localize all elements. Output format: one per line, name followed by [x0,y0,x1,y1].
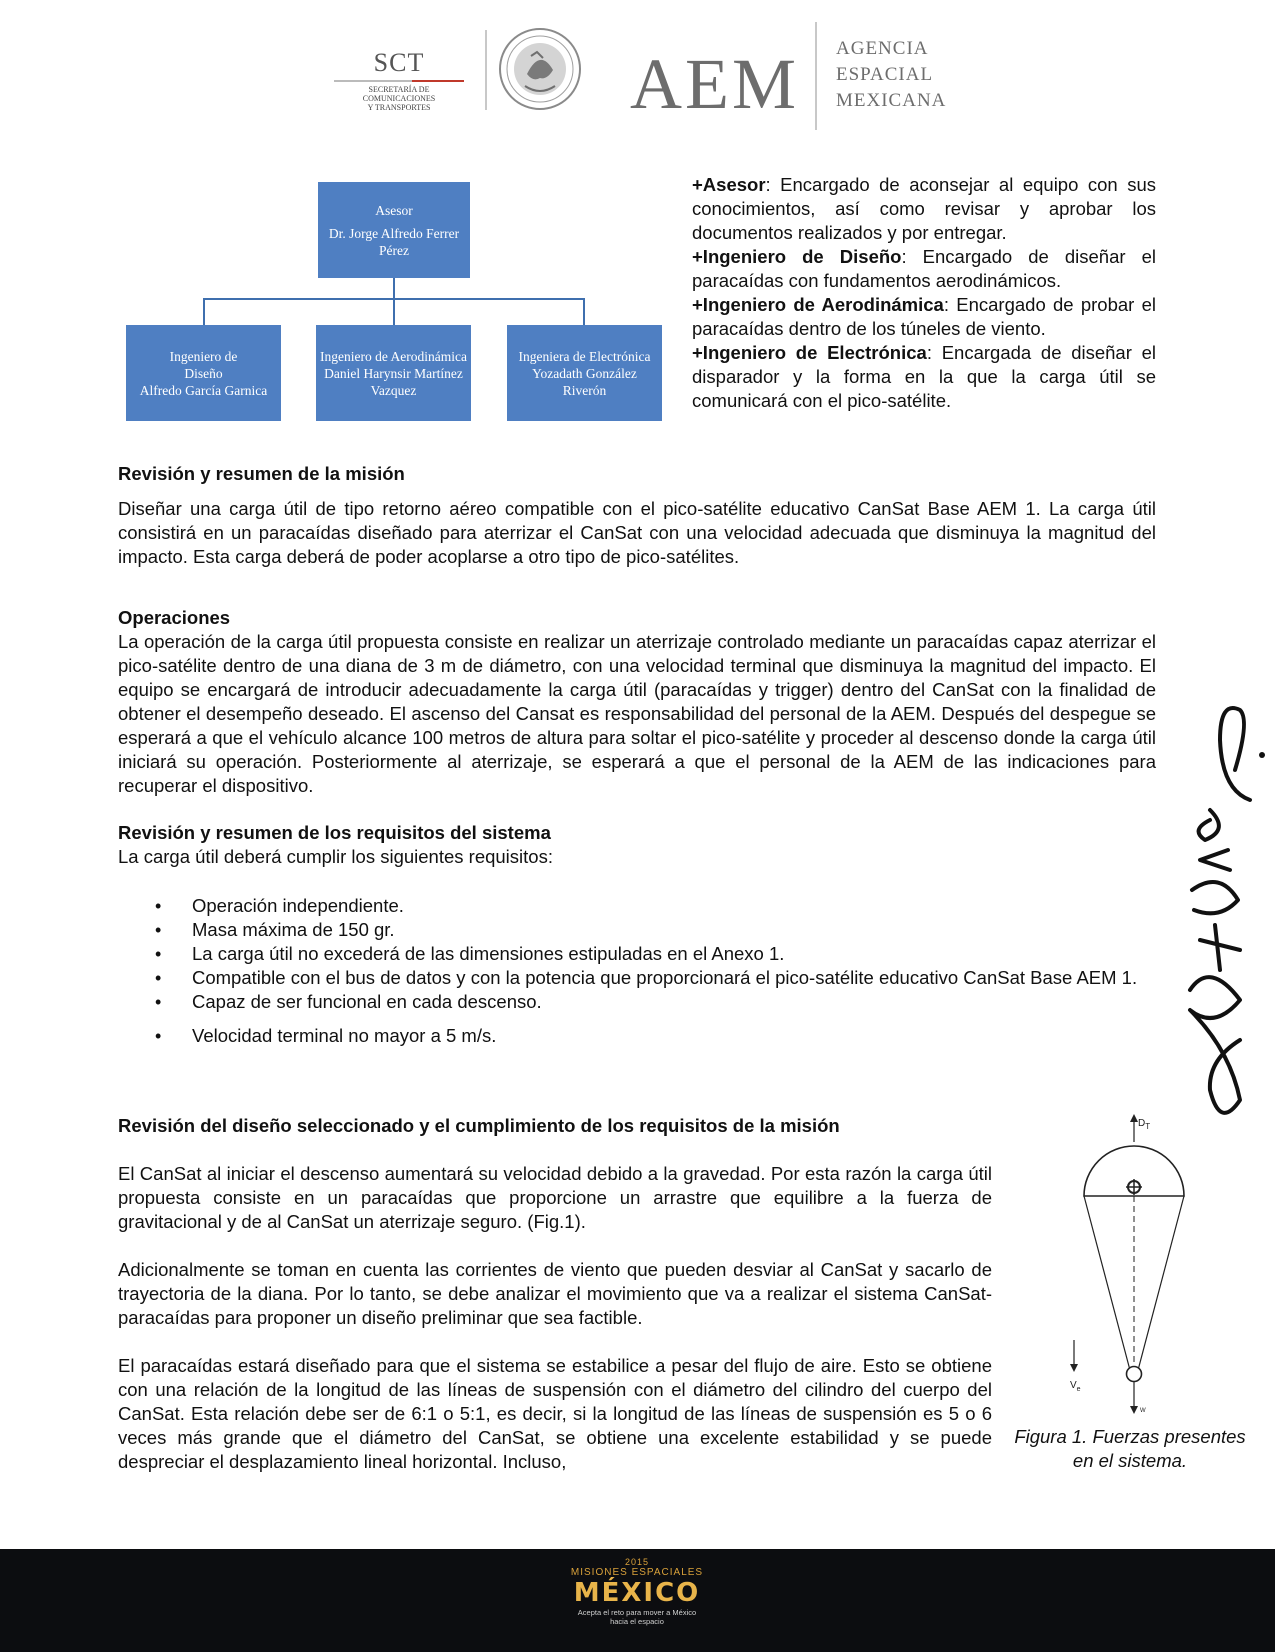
label-velocity-main: V [1070,1380,1077,1391]
role-asesor-title: +Asesor [692,174,766,195]
org-box-diseno-line-3: Alfredo García Garnica [139,382,268,398]
parachute-diagram [1030,1112,1230,1422]
requirements-heading: Revisión y resumen de los requisitos del sistema [118,822,551,843]
sct-logo [334,48,464,112]
org-box-diseno-line-2: Diseño [184,365,223,381]
org-box-asesor [318,182,470,278]
org-connector-vertical [393,278,395,325]
org-box-aero-line-2: Daniel Harynsir Martínez [324,365,463,381]
agency-line-3: MEXICANA [836,90,947,111]
sct-logo-title: SCT [373,48,425,77]
figure-caption: Figura 1. Fuerzas presentes en el sistema. [1014,1426,1246,1471]
agency-line-1: AGENCIA [836,38,929,59]
design-paragraph-2: Adicionalmente se toman en cuenta las corrientes de viento que pueden desviar al CanSat y sacarlo de trayectoria de la diana. Por lo tanto, se debe analizar el movimiento que va a realizar el sistema CanSat-paracaídas para proponer un diseño preliminar que sea factible. [118,1259,992,1328]
role-aerodinamica [692,293,1156,341]
footer-line-1: MISIONES ESPACIALES [570,1567,704,1578]
footer-line-2: MÉXICO [573,1578,701,1608]
page-footer [0,1549,1275,1652]
design-paragraph-1: El CanSat al iniciar el descenso aumentará su velocidad debido a la gravedad. Por esta razón la carga útil propuesta consiste en un paracaídas que proporcione un arrastre que equilibre a la fuerza de gravitacional y de al CanSat un aterrizaje seguro. (Fig.1). [118,1163,992,1232]
org-box-aero-line-1: Ingeniero de Aerodinámica [320,348,467,364]
requirements-intro: La carga útil deberá cumplir los siguientes requisitos: [118,846,553,867]
mission-body: Diseñar una carga útil de tipo retorno aéreo compatible con el pico-satélite educativo CanSat Base AEM 1. La carga útil consistirá en un paracaídas diseñado para aterrizar el CanSat con una velocidad adecuada que disminuya la magnitud del impacto. Esta carga deberá de poder acoplarse a otro tipo de pico-satélites. [118,498,1156,567]
aem-logo: AEM [630,44,799,124]
operations-heading: Operaciones [118,607,231,628]
requirement-item: • La carga útil no excederá de las dimensiones estipuladas en el Anexo 1. [118,942,1156,966]
org-box-asesor-name: Dr. Jorge Alfredo Ferrer Pérez [328,225,460,258]
sct-logo-sub-3: Y TRANSPORTES [367,103,431,112]
header-divider-2 [815,22,817,130]
role-diseno-text: : Encargado de diseñar el paracaídas con fundamentos aerodinámicos. [692,246,1156,291]
sct-logo-sub-2: COMUNICACIONES [362,94,436,103]
role-asesor [692,173,1156,245]
mexico-seal-icon [497,26,583,112]
org-connector-right [583,298,585,325]
figure-1 [1030,1112,1230,1412]
requirement-item: • Compatible con el bus de datos y con la potencia que proporcionará el pico-satélite educativo CanSat Base AEM 1. [118,966,1156,990]
footer-year: 2015 [624,1557,650,1567]
org-box-elec-line-1: Ingeniera de Electrónica [518,348,651,364]
agency-line-2: ESPACIAL [836,64,934,85]
org-box-asesor-role: Asesor [375,202,413,218]
requirement-item: • Operación independiente. [118,894,1156,918]
label-drag [1138,1118,1150,1131]
sct-logo-sub-1: SECRETARÍA DE [368,85,430,94]
handwritten-signature [1180,700,1270,1140]
roles-list [692,173,1156,413]
mission-heading: Revisión y resumen de la misión [118,463,405,484]
role-elec-text: : Encargada de diseñar el disparador y la forma en la que la carga útil se comunicará con el pico-satélite. [692,342,1157,411]
footer-logo [537,1557,737,1626]
org-connector-horizontal [203,298,585,300]
org-box-diseno-line-1: Ingeniero de [169,348,238,364]
org-connector-left [203,298,205,325]
org-box-aerodinamica [316,325,471,421]
role-diseno [692,245,1156,293]
role-aero-text: : Encargado de probar el paracaídas dentro de los túneles de viento. [692,294,1157,339]
role-aero-title: +Ingeniero de Aerodinámica [692,294,944,315]
header-divider [485,30,487,110]
footer-tagline-2: hacia el espacio [610,1617,664,1626]
role-electronica [692,341,1156,413]
role-asesor-text: : Encargado de aconsejar al equipo con sus conocimientos, así como revisar y aprobar los documentos realizados y por entregar. [692,174,1156,243]
org-box-aero-line-3: Vazquez [370,382,417,398]
org-box-diseno [126,325,281,421]
label-drag-main: D [1138,1118,1146,1129]
requirement-item: • Masa máxima de 150 gr. [118,918,1156,942]
requirement-item: • Capaz de ser funcional en cada descenso. [118,990,1156,1014]
role-diseno-title: +Ingeniero de Diseño [692,246,902,267]
org-box-electronica [507,325,662,421]
operations-body: La operación de la carga útil propuesta consiste en realizar un aterrizaje controlado mediante un paracaídas capaz aterrizar el pico-satélite dentro de una diana de 3 m de diámetro, con una velocidad terminal que disminuya la magnitud del impacto. El equipo se encargará de introducir adecuadamente la carga útil (paracaídas y trigger) dentro del CanSat con la finalidad de obtener el desempeño deseado. El ascenso del Cansat es responsabilidad del personal de la AEM. Después del despegue se esperará a que el vehículo alcance 100 metros de altura para soltar el pico-satélite y proceder al descenso donde la carga útil iniciará su operación. Posteriormente al aterrizaje, se esperará a que el personal de la AEM de las indicaciones para recuperar el dispositivo. [118,631,1156,796]
design-heading: Revisión del diseño seleccionado y el cumplimiento de los requisitos de la misión [118,1115,840,1136]
label-drag-sub: T [1145,1122,1151,1131]
agency-name [836,36,946,114]
org-box-elec-line-2: Yozadath González Riverón [532,365,637,398]
requirements-list [118,894,1156,1048]
label-velocity [1070,1380,1081,1393]
sct-logo-rule [334,80,464,82]
label-weight: W [1140,1408,1146,1414]
design-paragraph-3: El paracaídas estará diseñado para que el sistema se estabilice a pesar del flujo de aire. Esto se obtiene con una relación de la longitud de las líneas de suspensión con el diámetro del cilindro del cuerpo del CanSat. Esta relación debe ser de 6:1 o 5:1, es decir, si la longitud de las líneas de suspensión es 5 o 6 veces más grande que el diámetro del CanSat, se obtiene una excelente estabilidad y se puede despreciar el desplazamiento lineal horizontal. Incluso, [118,1355,992,1472]
page-header [0,0,1275,140]
role-elec-title: +Ingeniero de Electrónica [692,342,927,363]
label-velocity-sub: e [1076,1386,1081,1393]
requirement-item: • Velocidad terminal no mayor a 5 m/s. [118,1024,1156,1048]
footer-tagline-1: Acepta el reto para mover a México [577,1608,697,1617]
